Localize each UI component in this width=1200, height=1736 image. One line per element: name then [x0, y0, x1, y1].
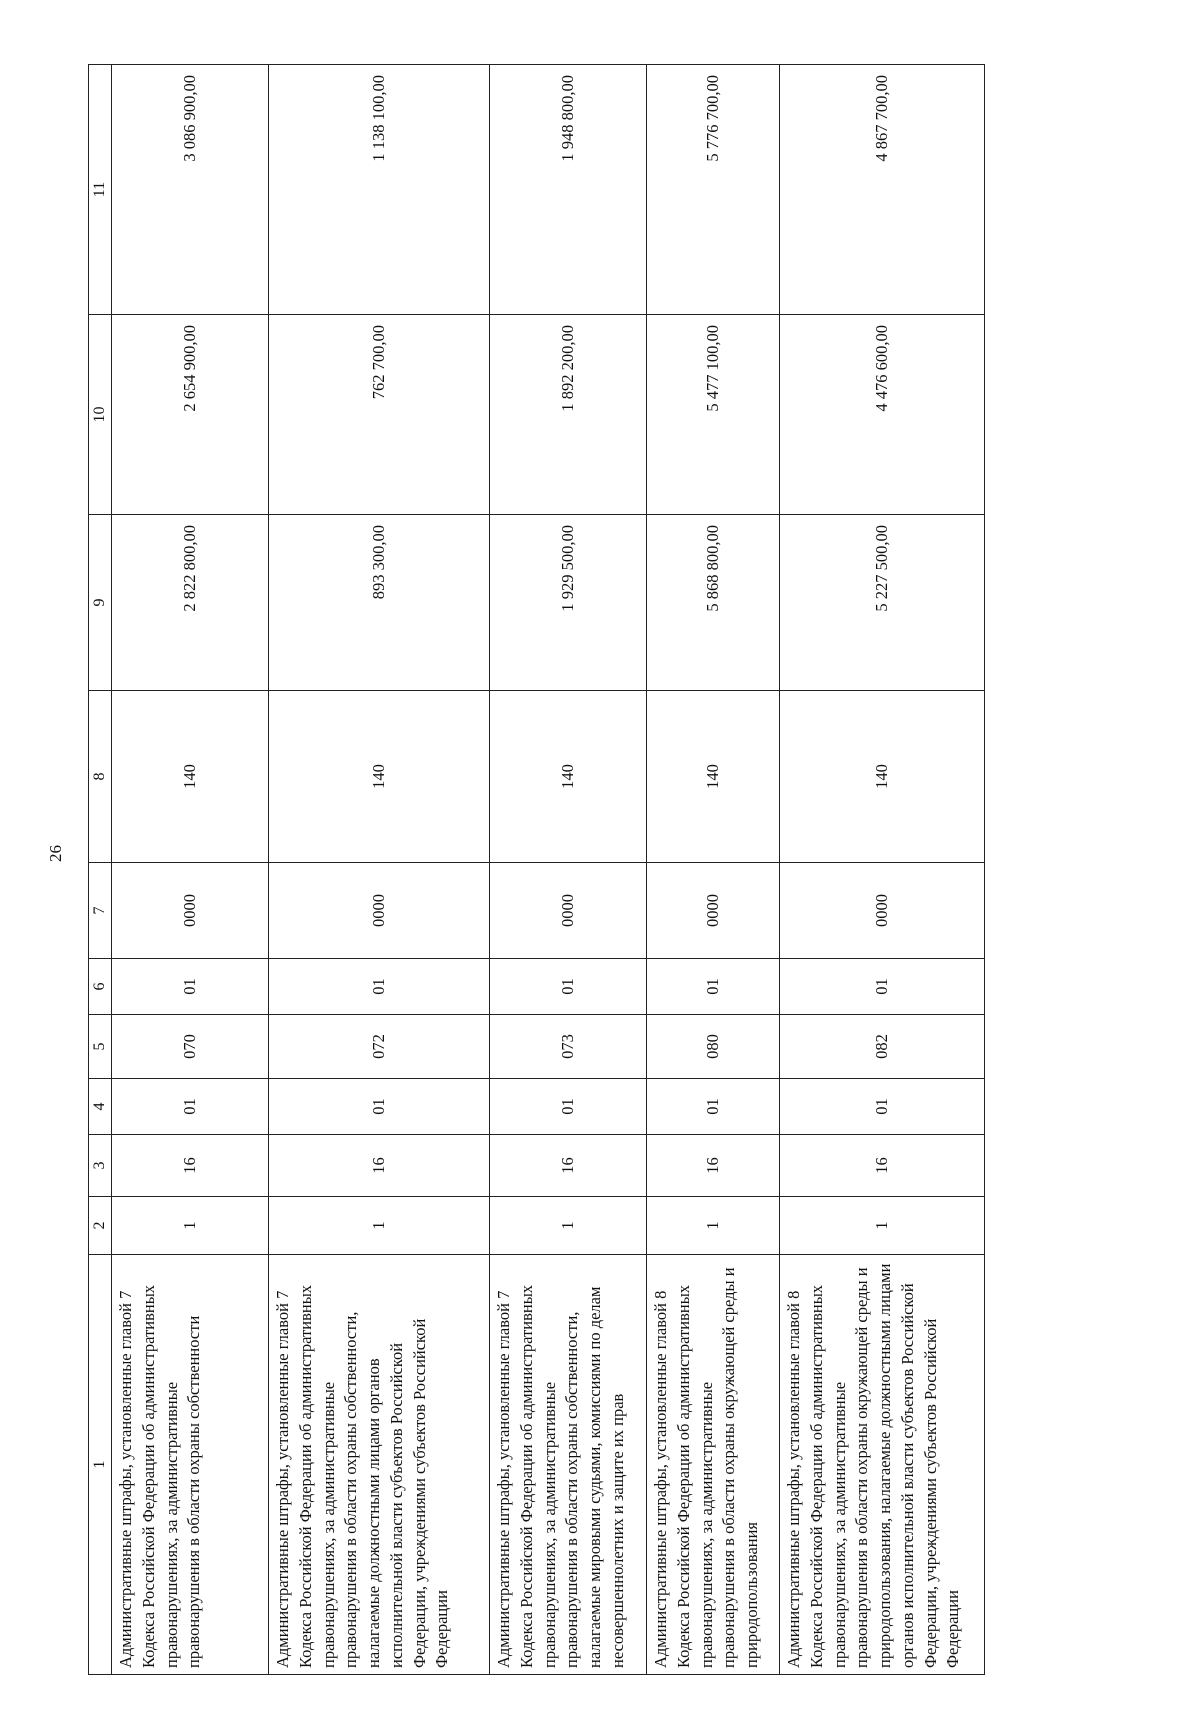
code-cell: 0000 [112, 863, 269, 959]
column-header: 1 [89, 1255, 112, 1675]
table-row [269, 65, 490, 1675]
column-header: 7 [89, 863, 112, 959]
code-cell: 16 [647, 1135, 780, 1197]
code-cell: 01 [647, 959, 780, 1015]
code-cell: 080 [647, 1015, 780, 1079]
code-cell: 01 [112, 1079, 269, 1135]
column-header: 5 [89, 1015, 112, 1079]
amount-cell: 1 892 200,00 [490, 315, 647, 515]
code-cell: 140 [269, 691, 490, 863]
column-header: 4 [89, 1079, 112, 1135]
code-cell: 0000 [780, 863, 985, 959]
code-cell: 140 [647, 691, 780, 863]
amount-cell: 5 227 500,00 [780, 515, 985, 691]
code-cell: 072 [269, 1015, 490, 1079]
code-cell: 0000 [269, 863, 490, 959]
row-description: Административные штрафы, установленные главой 7 Кодекса Российской Федерации об административных правонарушениях, за административные правонарушения в области охраны собственности [112, 1255, 269, 1675]
column-header: 11 [89, 65, 112, 315]
table-row [112, 65, 269, 1675]
revenue-table-container [88, 65, 1008, 1675]
code-cell: 0000 [490, 863, 647, 959]
amount-cell: 762 700,00 [269, 315, 490, 515]
code-cell: 01 [112, 959, 269, 1015]
code-cell: 140 [780, 691, 985, 863]
revenue-table [88, 64, 985, 1675]
row-description: Административные штрафы, установленные главой 7 Кодекса Российской Федерации об административных правонарушениях, за административные правонарушения в области охраны собственности, налагаемые должностными лицами органов исполнительной власти субъектов Российской Федерации, учреждениями субъектов Российской Федерации [269, 1255, 490, 1675]
row-description: Административные штрафы, установленные главой 7 Кодекса Российской Федерации об административных правонарушениях, за административные правонарушения в области охраны собственности, налагаемые мировыми судьями, комиссиями по делам несовершеннолетних и защите их прав [490, 1255, 647, 1675]
column-header: 2 [89, 1197, 112, 1255]
amount-cell: 2 654 900,00 [112, 315, 269, 515]
code-cell: 16 [269, 1135, 490, 1197]
amount-cell: 5 776 700,00 [647, 65, 780, 315]
code-cell: 01 [490, 959, 647, 1015]
column-header: 10 [89, 315, 112, 515]
amount-cell: 5 868 800,00 [647, 515, 780, 691]
amount-cell: 5 477 100,00 [647, 315, 780, 515]
code-cell: 01 [647, 1079, 780, 1135]
code-cell: 1 [269, 1197, 490, 1255]
code-cell: 01 [269, 959, 490, 1015]
table-row [647, 65, 780, 1675]
code-cell: 073 [490, 1015, 647, 1079]
code-cell: 01 [780, 959, 985, 1015]
code-cell: 16 [780, 1135, 985, 1197]
code-cell: 16 [112, 1135, 269, 1197]
code-cell: 01 [490, 1079, 647, 1135]
column-header: 3 [89, 1135, 112, 1197]
amount-cell: 2 822 800,00 [112, 515, 269, 691]
row-description: Административные штрафы, установленные главой 8 Кодекса Российской Федерации об административных правонарушениях, за административные правонарушения в области охраны окружающей среды и природопользования, налагаемые должностными лицами органов исполнительной власти субъектов Российской Федерации, учреждениями субъектов Российской Федерации [780, 1255, 985, 1675]
code-cell: 1 [780, 1197, 985, 1255]
row-description: Административные штрафы, установленные главой 8 Кодекса Российской Федерации об административных правонарушениях, за административные правонарушения в области охраны окружающей среды и природопользования [647, 1255, 780, 1675]
code-cell: 01 [780, 1079, 985, 1135]
code-cell: 070 [112, 1015, 269, 1079]
column-header: 9 [89, 515, 112, 691]
table-row [490, 65, 647, 1675]
amount-cell: 1 948 800,00 [490, 65, 647, 315]
code-cell: 1 [490, 1197, 647, 1255]
code-cell: 01 [269, 1079, 490, 1135]
code-cell: 1 [112, 1197, 269, 1255]
code-cell: 140 [112, 691, 269, 863]
amount-cell: 4 476 600,00 [780, 315, 985, 515]
column-header: 6 [89, 959, 112, 1015]
amount-cell: 1 138 100,00 [269, 65, 490, 315]
code-cell: 16 [490, 1135, 647, 1197]
code-cell: 082 [780, 1015, 985, 1079]
code-cell: 1 [647, 1197, 780, 1255]
code-cell: 0000 [647, 863, 780, 959]
header-row [89, 65, 112, 1675]
amount-cell: 893 300,00 [269, 515, 490, 691]
page-number: 26 [46, 845, 65, 862]
code-cell: 140 [490, 691, 647, 863]
amount-cell: 1 929 500,00 [490, 515, 647, 691]
column-header: 8 [89, 691, 112, 863]
table-row [780, 65, 985, 1675]
amount-cell: 4 867 700,00 [780, 65, 985, 315]
amount-cell: 3 086 900,00 [112, 65, 269, 315]
